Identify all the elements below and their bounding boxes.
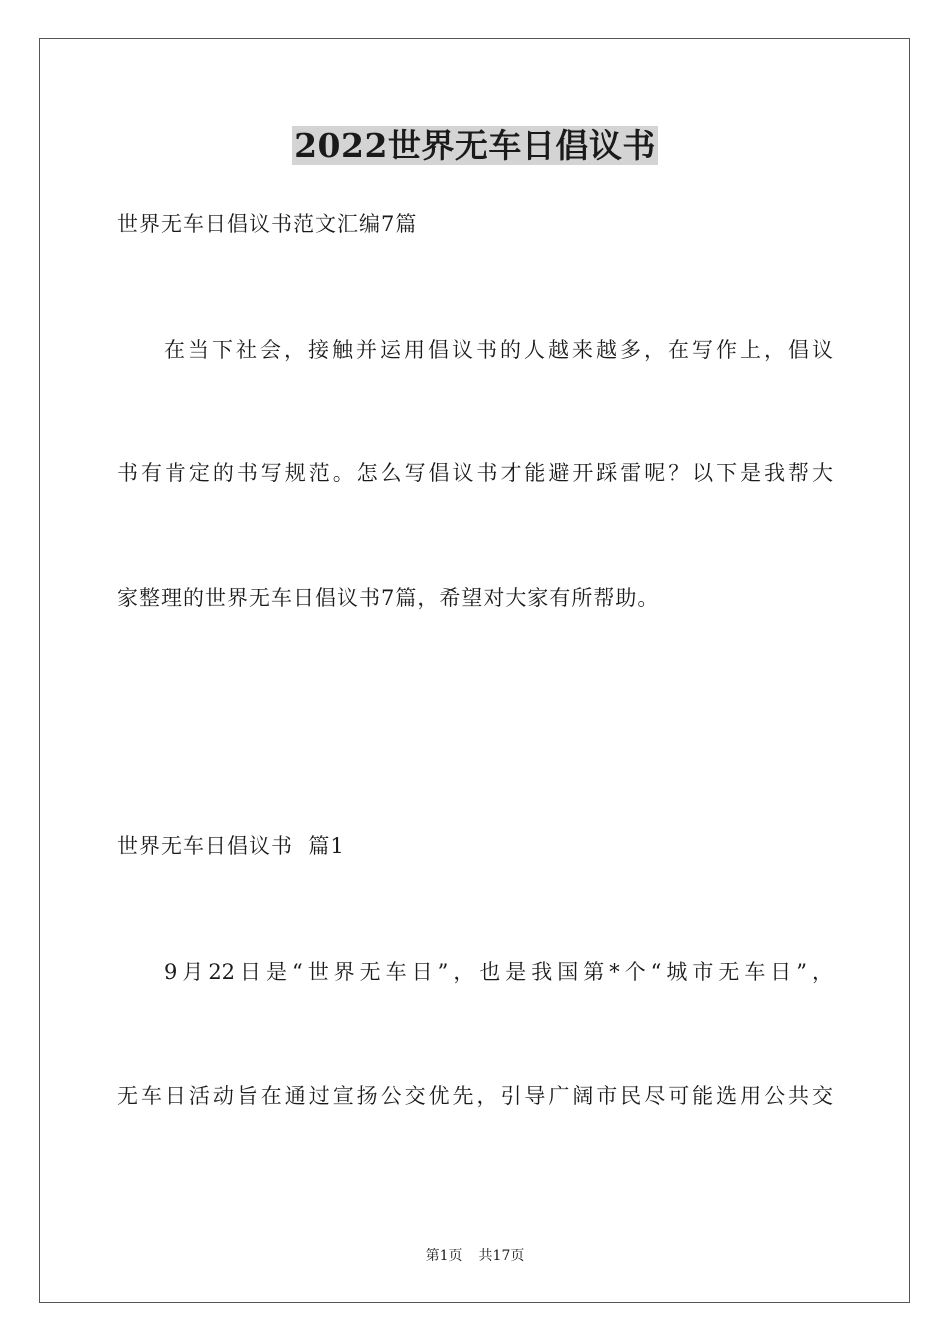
intro-paragraph-line-3: 家整理的世界无车日倡议书7篇，希望对大家有所帮助。 [117, 586, 660, 610]
page-number-current: 第1页 [425, 1248, 463, 1264]
page-number-total: 共17页 [478, 1248, 525, 1264]
document-subtitle: 世界无车日倡议书范文汇编7篇 [117, 212, 418, 236]
section-paragraph-line-1: 9月22日是“世界无车日”，也是我国第*个“城市无车日”， [164, 960, 833, 984]
intro-paragraph-line-2: 书有肯定的书写规范。怎么写倡议书才能避开踩雷呢？以下是我帮大 [117, 461, 833, 485]
document-title-text: 2022世界无车日倡议书 [294, 126, 656, 165]
section-heading: 世界无车日倡议书 篇1 [117, 834, 345, 858]
page-footer [0, 1247, 950, 1265]
section-paragraph-line-2: 无车日活动旨在通过宣扬公交优先，引导广阔市民尽可能选用公共交 [117, 1084, 833, 1108]
intro-paragraph-line-1: 在当下社会，接触并运用倡议书的人越来越多，在写作上，倡议 [164, 338, 833, 362]
document-title [0, 124, 950, 168]
